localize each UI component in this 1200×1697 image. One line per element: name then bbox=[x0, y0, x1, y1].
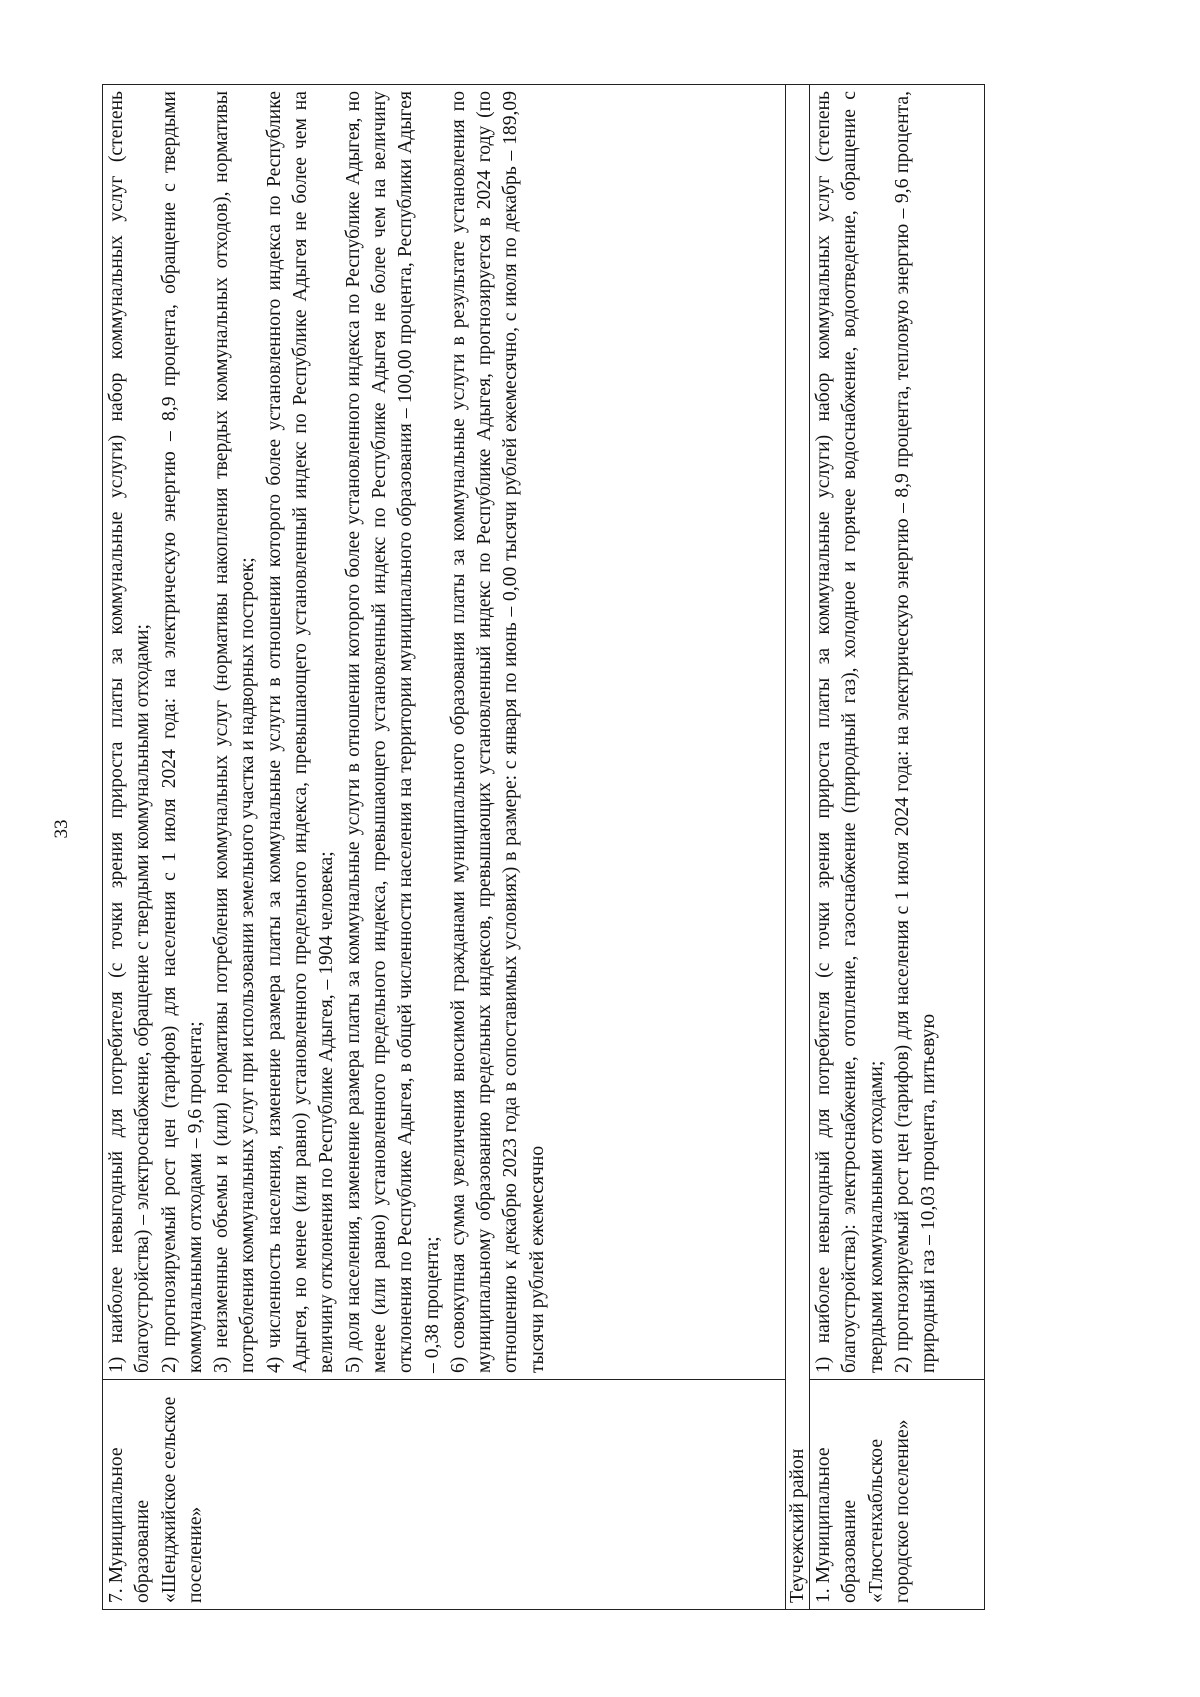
paragraph-1: 1) наиболее невыгодный для потребителя (с точки зрения прироста платы за коммунальные услуги) набор коммунальных услуг (степень благоустройства): электроснабжение, отопление, газоснабжение (природный газ), холодное и горячее водоснабжение, водоотведение, обращение с твердыми коммунальными отходами; bbox=[813, 91, 887, 1373]
municipality-name-cell: 1. Муниципальное образование «Тлюстенхабльское городское поселение» bbox=[810, 1380, 985, 1610]
section-heading: Теучежский район bbox=[786, 85, 810, 1610]
paragraph-2: 2) прогнозируемый рост цен (тарифов) для населения с 1 июля 2024 года: на электрическую энергию – 8,9 процента, обращение с твердыми коммунальными отходами – 9,6 процента; bbox=[158, 91, 206, 1373]
paragraph-4: 4) численность населения, изменение размера платы за коммунальные услуги в отношении которого более установленного индекса по Республике Адыгея, но менее (или равно) установленного предельного индекса, превышающего установленный индекс по Республике Адыгея не более чем на величину отклонения по Республике Адыгея, – 1904 человека; bbox=[263, 91, 338, 1373]
description-cell bbox=[810, 85, 985, 1380]
municipal-index-table bbox=[102, 84, 985, 1610]
paragraph-5: 5) доля населения, изменение размера платы за коммунальные услуги в отношении которого более установленного индекса по Республике Адыгея, но менее (или равно) установленного предельного индекса, превышающего установленный индекс по Республике Адыгея не более чем на величину отклонения по Республике Адыгея, в общей численности населения на территории муниципального образования – 100,00 процента, Республики Адыгея – 0,38 процента; bbox=[342, 91, 443, 1373]
paragraph-2: 2) прогнозируемый рост цен (тарифов) для населения с 1 июля 2024 года: на электрическую энергию – 8,9 процента, тепловую энергию – 9,6 процента, природный газ – 10,03 процента, питьевую bbox=[891, 91, 940, 1373]
table-row bbox=[810, 85, 985, 1610]
paragraph-6: 6) совокупная сумма увеличения вносимой гражданами муниципального образования платы за коммунальные услуги в результате установления по муниципальному образованию предельных индексов, превышающих установленный индекс по Республике Адыгея, прогнозируется в 2024 году (по отношению к декабрю 2023 года в сопоставимых условиях) в размере: с января по июнь – 0,00 тысячи рублей ежемесячно, с июля по декабрь – 189,09 тысячи рублей ежемесячно bbox=[447, 91, 548, 1373]
rotated-table-container bbox=[102, 85, 992, 1610]
paragraph-3: 3) неизменные объемы и (или) нормативы потребления коммунальных услуг (нормативы накопления твердых коммунальных отходов), нормативы потребления коммунальных услуг при использовании земельного участка и надворных построек; bbox=[211, 91, 259, 1373]
table-row bbox=[103, 85, 786, 1610]
page-number: 33 bbox=[51, 819, 72, 839]
description-cell bbox=[103, 85, 786, 1380]
paragraph-1: 1) наиболее невыгодный для потребителя (с точки зрения прироста платы за коммунальные услуги) набор коммунальных услуг (степень благоустройства) – электроснабжение, обращение с твердыми коммунальными отходами; bbox=[106, 91, 154, 1373]
municipality-name-cell: 7. Муниципальное образование «Шенджийское сельское поселение» bbox=[103, 1380, 786, 1610]
section-row bbox=[786, 85, 810, 1610]
